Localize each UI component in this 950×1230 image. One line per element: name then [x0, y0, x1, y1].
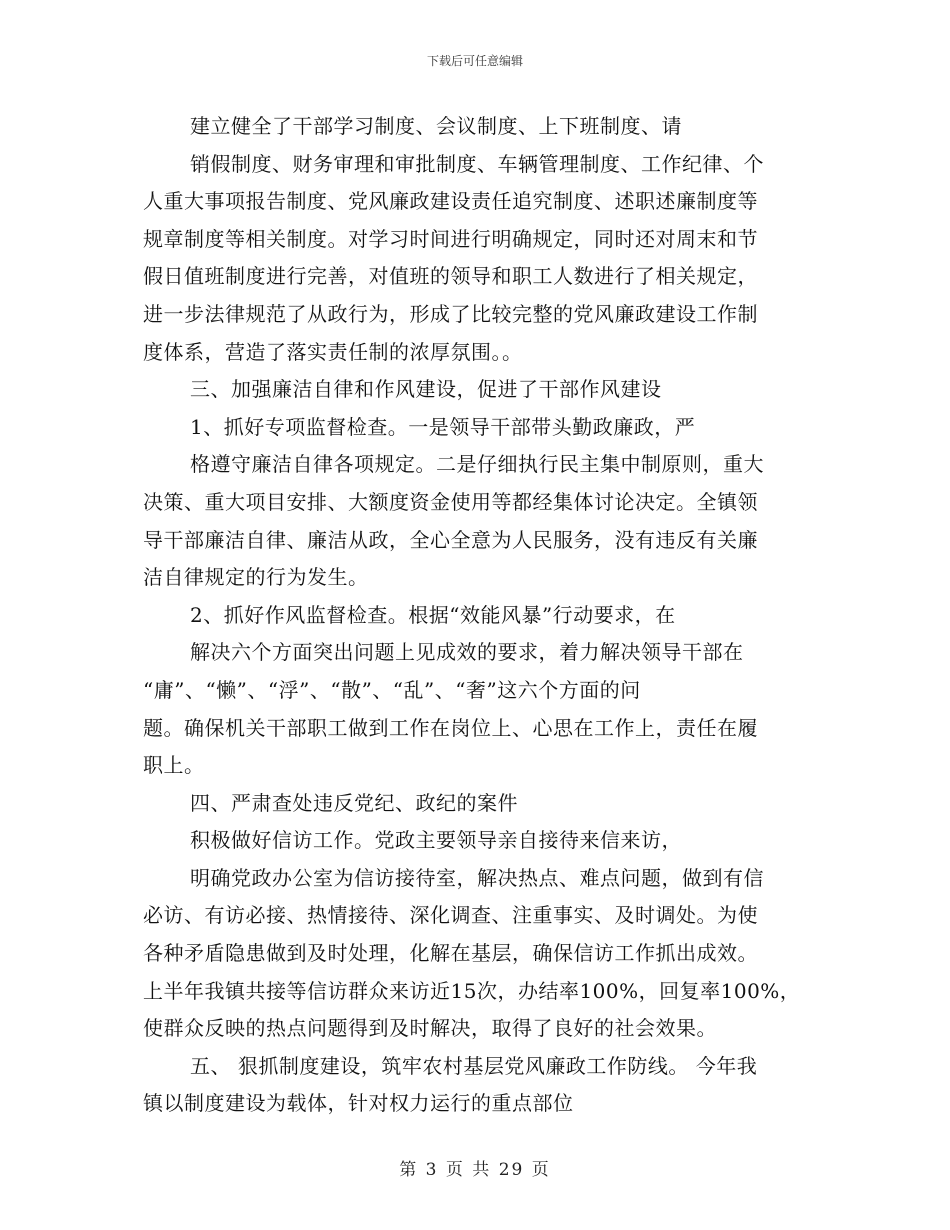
paragraph-line: 格遵守廉洁自律各项规定。二是仔细执行民主集中制原则，重大: [190, 452, 764, 477]
paragraph-line: “庸”、“懒”、“浮”、“散”、“乱”、“奢”这六个方面的问: [143, 677, 641, 702]
document-body: [143, 108, 803, 1123]
section-heading: 五、 狠抓制度建设，筑牢农村基层党风廉政工作防线。 今年我: [190, 1053, 758, 1078]
paragraph-line: 使群众反映的热点问题得到及时解决，取得了良好的社会效果。: [143, 1016, 717, 1041]
paragraph-line: 2、抓好作风监督检查。根据“效能风暴”行动要求，在: [190, 602, 676, 627]
paragraph-line: 必访、有访必接、热情接待、深化调查、注重事实、及时调处。为使: [143, 903, 758, 928]
paragraph-line: 洁自律规定的行为发生。: [143, 565, 369, 590]
paragraph-line: 度体系，营造了落实责任制的浓厚氛围。。: [143, 339, 523, 364]
paragraph-line: 明确党政办公室为信访接待室，解决热点、难点问题，做到有信: [190, 865, 764, 890]
paragraph-line: 进一步法律规范了从政行为，形成了比较完整的党风廉政建设工作制: [143, 301, 758, 326]
paragraph-line: 假日值班制度进行完善，对值班的领导和职工人数进行了相关规定，: [143, 264, 758, 289]
paragraph-line: 上半年我镇共接等信访群众来访近15次，办结率100%，回复率100%，: [143, 978, 801, 1003]
paragraph-line: 积极做好信访工作。党政主要领导亲自接待来信来访，: [190, 828, 682, 853]
paragraph-line: 镇以制度建设为载体，针对权力运行的重点部位: [143, 1091, 574, 1116]
page-header-note: 下载后可任意编辑: [426, 54, 523, 68]
paragraph-line: 解决六个方面突出问题上见成效的要求，着力解决领导干部在: [190, 640, 744, 665]
paragraph-line: 各种矛盾隐患做到及时处理，化解在基层，确保信访工作抓出成效。: [143, 941, 758, 966]
paragraph-line: 销假制度、财务审理和审批制度、车辆管理制度、工作纪律、个: [190, 151, 764, 176]
section-heading: 四、严肃查处违反党纪、政纪的案件: [190, 790, 518, 815]
paragraph-line: 规章制度等相关制度。对学习时间进行明确规定，同时还对周末和节: [143, 226, 758, 251]
paragraph-line: 题。确保机关干部职工做到工作在岗位上、心思在工作上，责任在履: [143, 715, 758, 740]
page-number-footer: 第 3 页 共 29 页: [399, 1160, 551, 1180]
paragraph-line: 导干部廉洁自律、廉洁从政，全心全意为人民服务，没有违反有关廉: [143, 527, 758, 552]
paragraph-line: 人重大事项报告制度、党风廉政建设责任追究制度、述职述廉制度等: [143, 189, 758, 214]
paragraph-line: 1、抓好专项监督检查。一是领导干部带头勤政廉政，严: [190, 414, 696, 439]
section-heading: 三、加强廉洁自律和作风建设，促进了干部作风建设: [190, 377, 662, 402]
paragraph-line: 职上。: [143, 753, 205, 778]
paragraph-line: 决策、重大项目安排、大额度资金使用等都经集体讨论决定。全镇领: [143, 489, 758, 514]
paragraph-line: 建立健全了干部学习制度、会议制度、上下班制度、请: [190, 114, 682, 138]
